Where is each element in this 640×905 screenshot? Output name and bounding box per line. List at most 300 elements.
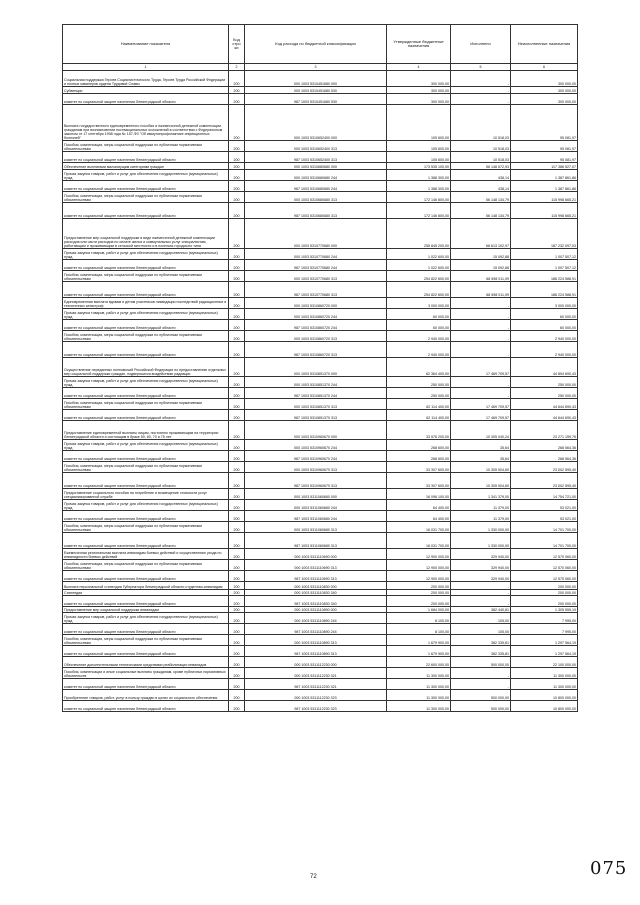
row-classification: 000 1003 5310960670 313 [245, 462, 387, 473]
row-executed: 35,64 [451, 440, 511, 451]
header-approved: Утвержденные бюджетные назначения [387, 25, 451, 64]
row-classification: 987 1003 5310960670 244 [245, 451, 387, 462]
row-executed: - [451, 377, 511, 388]
row-unexecuted: 14 701 700,00 [511, 533, 578, 549]
row-unexecuted: 7 995,00 [511, 613, 578, 624]
column-number: 5 [451, 64, 511, 71]
header-name: Наименование показателя [63, 25, 229, 64]
row-code: 200 [229, 358, 245, 377]
row-code: 200 [229, 668, 245, 679]
row-unexecuted: 60 000,00 [511, 320, 578, 331]
row-unexecuted: 53 021,00 [511, 511, 578, 522]
table-row [63, 549, 578, 560]
row-code: 200 [229, 141, 245, 152]
row-name: Пособия, компенсации, меры социальной поддержки по публичным нормативным обязательствам [63, 141, 229, 152]
row-approved: 1 388 300,00 [387, 181, 451, 192]
row-name: Прочая закупка товаров, работ и услуг для обеспечения государственных (муниципальных) нужд [63, 377, 229, 388]
row-classification: 000 1003 5310960670 000 [245, 421, 387, 440]
row-classification: 000 1003 5310851370 244 [245, 377, 387, 388]
row-approved: 200 000,00 [387, 590, 451, 596]
table-row [63, 282, 578, 298]
row-name: Обеспечение дополнительными техническими средствами реабилитации инвалидов [63, 657, 229, 668]
row-unexecuted: 200 000,00 [511, 582, 578, 590]
table-row [63, 522, 578, 533]
row-code: 200 [229, 105, 245, 141]
row-classification: 000 1003 5310451680 530 [245, 87, 387, 94]
table-row [63, 181, 578, 192]
row-unexecuted: 1 007 507,12 [511, 249, 578, 260]
header-executed: Исполнено [451, 25, 511, 64]
row-code: 200 [229, 71, 245, 87]
table-row [63, 163, 578, 170]
row-approved: 11 300 000,00 [387, 701, 451, 712]
row-name: комитет по социальной защите населения Ленинградской области [63, 203, 229, 219]
row-name: Приобретение товаров, работ, услуг в пользу граждан в целях их социального обеспечения [63, 690, 229, 701]
row-unexecuted: 23 271 159,76 [511, 421, 578, 440]
table-row [63, 440, 578, 451]
table-row [63, 71, 578, 87]
row-executed: - [451, 331, 511, 342]
row-name: Осуществление переданных полномочий Российской Федерации по предоставлению отдельных мер социальной поддержки граждан, подвергшихся воздействию радиации [63, 358, 229, 377]
row-name: комитет по социальной защите населения Ленинградской области [63, 624, 229, 635]
row-unexecuted: 186 224 588,91 [511, 282, 578, 298]
row-unexecuted: 1 305 559,19 [511, 607, 578, 613]
row-name: комитет по социальной защите населения Ленинградской области [63, 342, 229, 358]
table-row [63, 152, 578, 163]
row-classification: 000 1003 5310451680 000 [245, 71, 387, 87]
row-executed: 10 518,03 [451, 152, 511, 163]
row-executed: - [451, 668, 511, 679]
row-unexecuted: 1 387 861,86 [511, 170, 578, 181]
row-unexecuted: 186 224 588,91 [511, 271, 578, 282]
row-executed: 68 598 011,09 [451, 271, 511, 282]
row-classification: 000 1003 5311110830 340 [245, 590, 387, 596]
row-executed: 500 000,00 [451, 690, 511, 701]
row-classification: 987 1003 5311110690 313 [245, 571, 387, 582]
row-code: 200 [229, 421, 245, 440]
row-unexecuted: 44 894 690,43 [511, 358, 578, 377]
row-approved: 255 845 200,00 [387, 219, 451, 249]
row-name: Ежемесячная региональная выплата инвалидам боевых действий и осуществлению ухода по инвалидности боевых действий [63, 549, 229, 560]
row-unexecuted: 2 940 000,00 [511, 342, 578, 358]
table-row [63, 309, 578, 320]
row-executed: 17 469 709,57 [451, 410, 511, 421]
row-approved: 254 822 600,00 [387, 282, 451, 298]
row-code: 200 [229, 219, 245, 249]
row-unexecuted: 250 000,00 [511, 388, 578, 399]
row-executed: - [451, 582, 511, 590]
row-classification: 000 1003 5310860720 313 [245, 331, 387, 342]
row-classification: 000 1003 5310652400 313 [245, 141, 387, 152]
row-unexecuted: 11 300 000,00 [511, 668, 578, 679]
row-executed: 438,14 [451, 181, 511, 192]
column-number-row [63, 64, 578, 71]
row-approved: 1 022 600,00 [387, 260, 451, 271]
row-name: Пособия, компенсации, меры социальной поддержки по публичным нормативным обязательствам [63, 560, 229, 571]
row-code: 200 [229, 533, 245, 549]
table-row [63, 271, 578, 282]
row-unexecuted: 1 297 564,19 [511, 635, 578, 646]
row-classification: 000 1003 5311110890 000 [245, 607, 387, 613]
row-approved: 300 000,00 [387, 87, 451, 94]
row-name: Прочая закупка товаров, работ и услуг для обеспечения государственных (муниципальных) нужд [63, 309, 229, 320]
row-approved: 250 000,00 [387, 377, 451, 388]
row-approved: 11 300 000,00 [387, 690, 451, 701]
row-name: комитет по социальной защите населения Ленинградской области [63, 646, 229, 657]
row-approved: 173 535 100,00 [387, 163, 451, 170]
table-row [63, 399, 578, 410]
table-row [63, 203, 578, 219]
row-code: 200 [229, 170, 245, 181]
row-code: 200 [229, 203, 245, 219]
row-classification: 987 1003 5311060680 244 [245, 511, 387, 522]
row-classification: 000 1003 5310680680 313 [245, 192, 387, 203]
table-row [63, 657, 578, 668]
row-classification: 987 1003 5311112230 321 [245, 679, 387, 690]
row-approved: 1 684 000,00 [387, 607, 451, 613]
row-unexecuted: 95 081,97 [511, 105, 578, 141]
row-approved: 172 146 800,00 [387, 192, 451, 203]
row-approved: 16 096 100,00 [387, 489, 451, 500]
row-classification: 000 1003 5310960670 244 [245, 440, 387, 451]
row-code: 200 [229, 522, 245, 533]
row-classification: 000 1003 5310851370 000 [245, 358, 387, 377]
row-classification: 000 1003 5311110890 244 [245, 613, 387, 624]
row-code: 200 [229, 571, 245, 582]
table-row [63, 105, 578, 141]
row-name: комитет по социальной защите населения Ленинградской области [63, 596, 229, 607]
row-name: Прочая закупка товаров, работ и услуг для обеспечения государственных (муниципальных) нужд [63, 170, 229, 181]
row-unexecuted: 95 081,97 [511, 152, 578, 163]
table-row [63, 635, 578, 646]
row-code: 200 [229, 635, 245, 646]
row-classification: 987 1003 5310851370 244 [245, 388, 387, 399]
table-row [63, 342, 578, 358]
row-name: комитет по социальной защите населения Ленинградской области [63, 511, 229, 522]
table-row [63, 192, 578, 203]
row-classification: 987 1003 5310680680 244 [245, 181, 387, 192]
row-classification: 987 1003 5310451680 530 [245, 94, 387, 105]
row-code: 200 [229, 701, 245, 712]
table-row [63, 170, 578, 181]
row-classification: 000 1003 5311110690 000 [245, 549, 387, 560]
row-unexecuted: 1 007 507,12 [511, 260, 578, 271]
row-code: 200 [229, 440, 245, 451]
row-classification: 987 1003 5310860720 244 [245, 320, 387, 331]
column-number: 4 [387, 64, 451, 71]
row-name: Предоставление единовременной выплаты лицам, постоянно проживающим на территории Ленинградской области и состоящим в браке 50, 60, 70 и 75 лет [63, 421, 229, 440]
row-code: 200 [229, 309, 245, 320]
row-approved: 200 000,00 [387, 582, 451, 590]
row-approved: 33 307 600,00 [387, 473, 451, 489]
row-unexecuted: 10 800 000,00 [511, 701, 578, 712]
row-unexecuted: 7 995,00 [511, 624, 578, 635]
row-unexecuted: 12 570 060,00 [511, 560, 578, 571]
row-executed: 56 148 134,79 [451, 192, 511, 203]
row-unexecuted: 268 564,36 [511, 440, 578, 451]
row-approved: 16 031 700,00 [387, 522, 451, 533]
row-unexecuted: 187 232 097,03 [511, 219, 578, 249]
row-executed: 1 330 000,00 [451, 533, 511, 549]
row-classification: 000 1003 5310680680 244 [245, 170, 387, 181]
row-approved: 11 300 000,00 [387, 668, 451, 679]
row-executed: 15 092,88 [451, 249, 511, 260]
row-classification: 987 1003 5311110890 313 [245, 646, 387, 657]
row-unexecuted: 115 998 665,21 [511, 203, 578, 219]
row-code: 200 [229, 462, 245, 473]
row-classification: 000 1003 5310860720 244 [245, 309, 387, 320]
table-row [63, 679, 578, 690]
row-classification: 000 1003 5310770680 313 [245, 271, 387, 282]
row-name: Пособия, компенсации, меры социальной поддержки по публичным нормативным обязательствам [63, 522, 229, 533]
row-name: комитет по социальной защите населения Ленинградской области [63, 451, 229, 462]
table-row [63, 646, 578, 657]
row-unexecuted: 300 000,00 [511, 94, 578, 105]
row-name: Прочая закупка товаров, работ и услуг для обеспечения государственных (муниципальных) нужд [63, 500, 229, 511]
row-unexecuted: 44 644 690,43 [511, 399, 578, 410]
row-code: 200 [229, 596, 245, 607]
row-approved: 62 114 400,00 [387, 410, 451, 421]
row-unexecuted: 2 940 000,00 [511, 331, 578, 342]
table-row [63, 511, 578, 522]
row-name: Предоставление мер социальной поддержки инвалидам [63, 607, 229, 613]
row-classification: 000 1003 5311110830 000 [245, 582, 387, 590]
row-executed: 438,14 [451, 170, 511, 181]
row-executed: 382 440,81 [451, 607, 511, 613]
row-code: 200 [229, 399, 245, 410]
row-approved: 60 000,00 [387, 320, 451, 331]
row-executed: 17 469 709,57 [451, 399, 511, 410]
row-classification: 987 1003 5310851370 313 [245, 410, 387, 421]
row-code: 200 [229, 331, 245, 342]
row-classification: 000 1003 5311060680 313 [245, 522, 387, 533]
table-row [63, 582, 578, 590]
row-code: 200 [229, 94, 245, 105]
table-row [63, 473, 578, 489]
row-executed: 329 940,00 [451, 549, 511, 560]
row-approved: 60 000,00 [387, 309, 451, 320]
row-approved: 64 400,00 [387, 500, 451, 511]
row-name: Пособия, компенсации и иные социальные выплаты гражданам, кроме публичных нормативных обязательств [63, 668, 229, 679]
row-name: комитет по социальной защите населения Ленинградской области [63, 701, 229, 712]
row-executed: - [451, 590, 511, 596]
row-name: комитет по социальной защите населения Ленинградской области [63, 94, 229, 105]
row-name: комитет по социальной защите населения Ленинградской области [63, 260, 229, 271]
row-executed: 10 518,03 [451, 105, 511, 141]
row-executed: 105,00 [451, 613, 511, 624]
row-classification: 987 1003 5310960670 313 [245, 473, 387, 489]
row-executed: - [451, 342, 511, 358]
table-row [63, 377, 578, 388]
row-name: комитет по социальной защите населения Ленинградской области [63, 571, 229, 582]
row-executed: 68 613 102,97 [451, 219, 511, 249]
row-code: 200 [229, 657, 245, 668]
row-code: 200 [229, 473, 245, 489]
table-row [63, 260, 578, 271]
table-row [63, 219, 578, 249]
row-unexecuted: 95 081,97 [511, 141, 578, 152]
row-code: 200 [229, 260, 245, 271]
row-executed: 10 518,03 [451, 141, 511, 152]
row-code: 200 [229, 624, 245, 635]
row-unexecuted: 300 000,00 [511, 87, 578, 94]
row-name: Обеспечение выплатами малоимущим категориям граждан [63, 163, 229, 170]
row-unexecuted: 44 644 690,43 [511, 410, 578, 421]
column-number: 3 [245, 64, 387, 71]
row-classification: 987 1003 5311112230 323 [245, 701, 387, 712]
row-approved: 33 576 200,00 [387, 421, 451, 440]
row-unexecuted: 60 000,00 [511, 309, 578, 320]
table-row [63, 489, 578, 500]
row-name: Пособия, компенсации, меры социальной поддержки по публичным нормативным обязательствам [63, 271, 229, 282]
row-unexecuted: 12 570 060,00 [511, 571, 578, 582]
row-approved: 3 000 000,00 [387, 298, 451, 309]
row-name: Прочая закупка товаров, работ и услуг для обеспечения государственных (муниципальных) нужд [63, 249, 229, 260]
row-code: 200 [229, 87, 245, 94]
table-row [63, 421, 578, 440]
row-name: Выплата персональной стипендии Губернатора Ленинградской области студентам-инвалидам [63, 582, 229, 590]
table-row [63, 701, 578, 712]
row-executed: 500 000,00 [451, 657, 511, 668]
row-classification: 000 1003 5311112230 321 [245, 668, 387, 679]
row-code: 200 [229, 388, 245, 399]
row-approved: 8 100,00 [387, 624, 451, 635]
row-executed: - [451, 596, 511, 607]
row-approved: 300 000,00 [387, 94, 451, 105]
header-classification: Код расхода по бюджетной классификации [245, 25, 387, 64]
table-row [63, 451, 578, 462]
row-unexecuted: 300 000,00 [511, 71, 578, 87]
table-row [63, 624, 578, 635]
row-classification: 987 1003 5311110830 340 [245, 596, 387, 607]
row-name: Прочая закупка товаров, работ и услуг для обеспечения государственных (муниципальных) нужд [63, 440, 229, 451]
table-row [63, 560, 578, 571]
row-name: Пособия, компенсации, меры социальной поддержки по публичным нормативным обязательствам [63, 331, 229, 342]
row-executed: 35,64 [451, 451, 511, 462]
row-executed: 15 092,88 [451, 260, 511, 271]
archive-stamp: 075 [590, 858, 628, 879]
row-name: Стипендии [63, 590, 229, 596]
row-classification: 987 1003 5310680680 313 [245, 203, 387, 219]
table-row [63, 607, 578, 613]
row-code: 200 [229, 342, 245, 358]
table-row [63, 94, 578, 105]
row-classification: 000 1003 5310860720 000 [245, 298, 387, 309]
row-code: 200 [229, 607, 245, 613]
row-code: 200 [229, 410, 245, 421]
column-number: 1 [63, 64, 229, 71]
row-classification: 000 1003 5310680680 000 [245, 163, 387, 170]
row-name: комитет по социальной защите населения Ленинградской области [63, 181, 229, 192]
row-code: 200 [229, 646, 245, 657]
row-unexecuted: 1 387 861,86 [511, 181, 578, 192]
header-unexecuted: Неисполненные назначения [511, 25, 578, 64]
row-unexecuted: 14 701 700,00 [511, 522, 578, 533]
row-executed: - [451, 388, 511, 399]
row-code: 200 [229, 690, 245, 701]
row-executed: 56 148 134,79 [451, 203, 511, 219]
table-row [63, 331, 578, 342]
table-row [63, 613, 578, 624]
column-number: 6 [511, 64, 578, 71]
row-name: Пособия, компенсации, меры социальной поддержки по публичным нормативным обязательствам [63, 192, 229, 203]
row-classification: 000 1003 5310851370 313 [245, 399, 387, 410]
row-classification: 000 1003 5311112230 323 [245, 690, 387, 701]
row-unexecuted: 268 564,36 [511, 451, 578, 462]
row-executed: 56 148 572,93 [451, 163, 511, 170]
row-code: 200 [229, 582, 245, 590]
row-executed: - [451, 71, 511, 87]
budget-execution-table [62, 24, 578, 712]
row-name: Предоставление мер социальной поддержки в виде ежемесячной денежной компенсации расходов или части расходов по оплате жилья и коммунальных услуг специалистам, работающим и проживающим в сельской местности и в поселках городского типа [63, 219, 229, 249]
table-row [63, 500, 578, 511]
table-row [63, 533, 578, 549]
row-code: 200 [229, 271, 245, 282]
row-approved: 2 940 000,00 [387, 342, 451, 358]
row-name: комитет по социальной защите населения Ленинградской области [63, 388, 229, 399]
row-executed: 382 335,81 [451, 646, 511, 657]
table-row [63, 320, 578, 331]
row-code: 200 [229, 249, 245, 260]
table-row [63, 358, 578, 377]
row-executed: 68 598 011,09 [451, 282, 511, 298]
row-approved: 254 822 600,00 [387, 271, 451, 282]
row-approved: 105 600,00 [387, 152, 451, 163]
row-code: 200 [229, 489, 245, 500]
row-unexecuted: 23 002 595,40 [511, 473, 578, 489]
row-code: 200 [229, 192, 245, 203]
row-name: Выплата государственного единовременного пособия и ежемесячной денежной компенсации гражданам при возникновении поствакцинальных осложнений в соответствии с Федеральным законом от 17 сентября 1998 года № 157-ФЗ "Об иммунопрофилактике инфекционных болезней" [63, 105, 229, 141]
row-executed: - [451, 87, 511, 94]
row-code: 200 [229, 181, 245, 192]
row-unexecuted: 11 300 000,00 [511, 679, 578, 690]
row-unexecuted: 3 000 000,00 [511, 298, 578, 309]
table-row [63, 87, 578, 94]
row-executed: - [451, 298, 511, 309]
table-row [63, 141, 578, 152]
row-approved: 268 600,00 [387, 451, 451, 462]
row-approved: 200 000,00 [387, 596, 451, 607]
row-code: 200 [229, 320, 245, 331]
row-approved: 8 100,00 [387, 613, 451, 624]
row-name: комитет по социальной защите населения Ленинградской области [63, 473, 229, 489]
row-classification: 987 1003 5311060680 313 [245, 533, 387, 549]
row-executed: 382 335,81 [451, 635, 511, 646]
table-row [63, 571, 578, 582]
row-classification: 987 1003 5310860720 313 [245, 342, 387, 358]
row-approved: 268 600,00 [387, 440, 451, 451]
row-unexecuted: 117 386 527,07 [511, 163, 578, 170]
row-name: комитет по социальной защите населения Ленинградской области [63, 282, 229, 298]
row-code: 200 [229, 152, 245, 163]
row-code: 200 [229, 451, 245, 462]
row-approved: 1 679 900,00 [387, 646, 451, 657]
row-approved: 105 600,00 [387, 141, 451, 152]
row-name: комитет по социальной защите населения Ленинградской области [63, 320, 229, 331]
row-approved: 62 364 400,00 [387, 358, 451, 377]
row-unexecuted: 22 100 000,00 [511, 657, 578, 668]
table-row [63, 690, 578, 701]
row-name: Пособия, компенсации, меры социальной поддержки по публичным нормативным обязательствам [63, 399, 229, 410]
row-code: 200 [229, 511, 245, 522]
row-code: 200 [229, 613, 245, 624]
row-classification: 987 1003 5310770680 244 [245, 260, 387, 271]
row-executed: - [451, 309, 511, 320]
page-number: 72 [310, 874, 317, 880]
row-name: Прочая закупка товаров, работ и услуг для обеспечения государственных (муниципальных) нужд [63, 613, 229, 624]
row-approved: 64 400,00 [387, 511, 451, 522]
table-row [63, 298, 578, 309]
